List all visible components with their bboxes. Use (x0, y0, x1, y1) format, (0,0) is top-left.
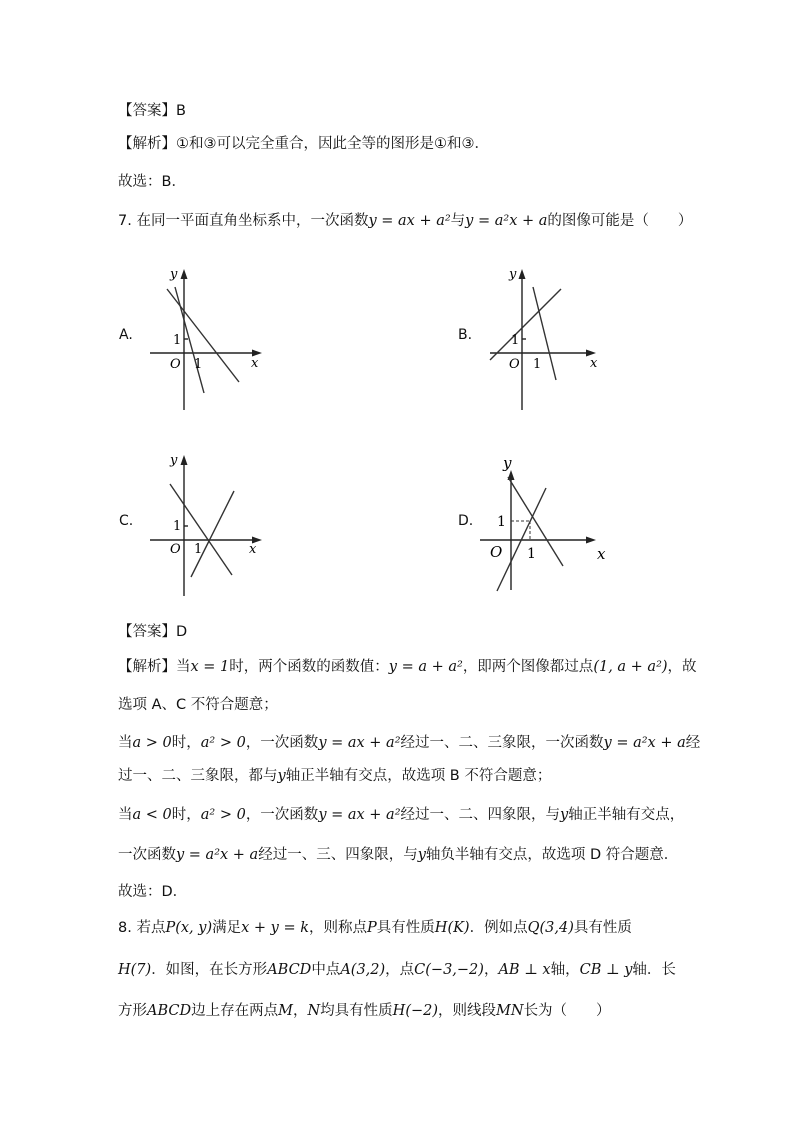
math: y = ax + a² (318, 735, 401, 751)
text: ，故 (667, 659, 697, 675)
text: 当 (118, 807, 133, 823)
math: H(K) (434, 920, 470, 936)
math: P (367, 920, 377, 936)
text: 轴．长 (632, 962, 676, 978)
q7-answer: 【答案】D (118, 624, 188, 640)
text: ，一次函数 (245, 735, 319, 751)
origin-label: O (170, 357, 181, 372)
q7-formula-2: y = a²x + a (465, 213, 548, 229)
math: y = ax + a² (318, 807, 401, 823)
math: AB ⊥ x (498, 962, 551, 978)
text: 轴正半轴有交点， (568, 807, 685, 823)
text: 经过一、二、四象限，与 (400, 807, 561, 823)
y-tick-label: 1 (173, 519, 182, 534)
y-label: y (170, 267, 178, 282)
x-tick-label: 1 (194, 357, 203, 372)
analysis-tag: 【解析】 (118, 659, 176, 675)
math: x = 1 (190, 659, 230, 675)
text: 具有性质 (573, 920, 632, 936)
math: H(−2) (392, 1003, 439, 1019)
text: 时，两个函数的函数值： (229, 659, 389, 675)
origin-label: O (490, 543, 503, 561)
text: 边上存在两点 (191, 1003, 279, 1019)
text: 均具有性质 (320, 1003, 393, 1019)
y-label: y (170, 453, 178, 468)
text: 过一、二、三象限，都与 (118, 768, 278, 784)
y-tick-label: 1 (173, 333, 182, 348)
text: 轴正半轴有交点，故选项 B 不符合题意； (285, 768, 552, 784)
y-label: y (509, 267, 517, 282)
text: 当 (118, 735, 133, 751)
x-tick-label: 1 (527, 546, 536, 562)
origin-label: O (509, 357, 520, 372)
math: y = a²x + a (603, 735, 686, 751)
q8-line-1 (118, 918, 632, 938)
text: 长为（ ） (523, 1003, 611, 1019)
q7-analysis-line-6 (118, 845, 678, 865)
math: a² > 0 (200, 807, 246, 823)
x-label: x (251, 356, 259, 371)
math: N (307, 1003, 321, 1019)
q8-number: 8. (118, 920, 132, 936)
q7-formula-1: y = ax + a² (368, 213, 451, 229)
text: 经过一、二、三象限，一次函数 (400, 735, 604, 751)
math: y (277, 768, 286, 784)
math: MN (496, 1003, 524, 1019)
x-label: x (597, 545, 606, 563)
text: 当 (176, 659, 191, 675)
text: 方形 (118, 1003, 147, 1019)
text: ，即两个图像都过点 (462, 659, 594, 675)
option-c-label: C. (119, 513, 134, 529)
text: 满足 (212, 920, 242, 936)
q7-analysis-line-3 (118, 733, 700, 753)
text: ，则称点 (309, 920, 368, 936)
math: y = a + a² (388, 659, 463, 675)
q8-line-2 (118, 960, 676, 980)
prev-choose: 故选：B． (118, 174, 186, 190)
text: 经 (685, 735, 701, 751)
math: Q(3,4) (527, 920, 574, 936)
text: 一次函数 (118, 847, 176, 863)
text: ，一次函数 (245, 807, 319, 823)
x-label: x (249, 542, 257, 557)
q7-analysis-line-5 (118, 805, 684, 825)
q7-number: 7. (118, 213, 132, 229)
math: (1, a + a²) (593, 659, 668, 675)
text: 时， (171, 735, 201, 751)
text: ，则线段 (438, 1003, 497, 1019)
text: 具有性质 (376, 920, 435, 936)
x-label: x (590, 356, 598, 371)
q7-text-3: 的图像可能是（ ） (547, 213, 693, 229)
math: H(7) (118, 962, 152, 978)
text: ．如图，在长方形 (151, 962, 268, 978)
math: CB ⊥ y (579, 962, 633, 978)
option-d-label: D. (458, 513, 474, 529)
text: 若点 (136, 920, 166, 936)
x-axis-arrow (586, 537, 596, 544)
math: a² > 0 (200, 735, 246, 751)
math: P(x, y) (165, 920, 213, 936)
q7-choose: 故选：D． (118, 884, 188, 900)
text: ．例如点 (469, 920, 528, 936)
option-a-label: A. (119, 327, 133, 343)
y-tick-label: 1 (511, 333, 520, 348)
x-tick-label: 1 (194, 542, 203, 557)
origin-label: O (170, 542, 181, 557)
q7-text-1: 在同一平面直角坐标系中，一次函数 (136, 213, 369, 229)
math: y (417, 847, 426, 863)
text: 经过一、三、四象限，与 (258, 847, 418, 863)
math: y = a²x + a (176, 847, 259, 863)
text: ， (483, 962, 499, 978)
x-tick-label: 1 (533, 357, 542, 372)
math: y (560, 807, 569, 823)
math: C(−3,−2) (414, 962, 484, 978)
q7-analysis-line-2: 选项 A、C 不符合题意； (118, 697, 278, 713)
analysis-tag: 【解析】 (118, 136, 176, 152)
q7-text-2: 与 (450, 213, 466, 229)
q7-analysis-line-4 (118, 766, 551, 786)
q7-analysis-line-1 (118, 657, 697, 677)
y-tick-label: 1 (497, 514, 506, 530)
text: 轴， (550, 962, 580, 978)
text: 中点 (311, 962, 341, 978)
math: ABCD (147, 1003, 192, 1019)
math: A(3,2) (340, 962, 386, 978)
q8-line-3 (118, 1001, 611, 1021)
math: ABCD (267, 962, 312, 978)
option-b-label: B. (458, 327, 473, 343)
analysis-text: ①和③可以完全重合，因此全等的图形是①和③． (176, 136, 489, 152)
text: ， (292, 1003, 308, 1019)
text: 轴负半轴有交点，故选项 D 符合题意． (425, 847, 679, 863)
y-label: y (503, 454, 512, 472)
math: a < 0 (132, 807, 172, 823)
math: M (278, 1003, 293, 1019)
text: 时， (171, 807, 201, 823)
text: ，点 (385, 962, 415, 978)
math: x + y = k (241, 920, 310, 936)
prev-answer: 【答案】B (118, 103, 186, 119)
math: a > 0 (132, 735, 172, 751)
